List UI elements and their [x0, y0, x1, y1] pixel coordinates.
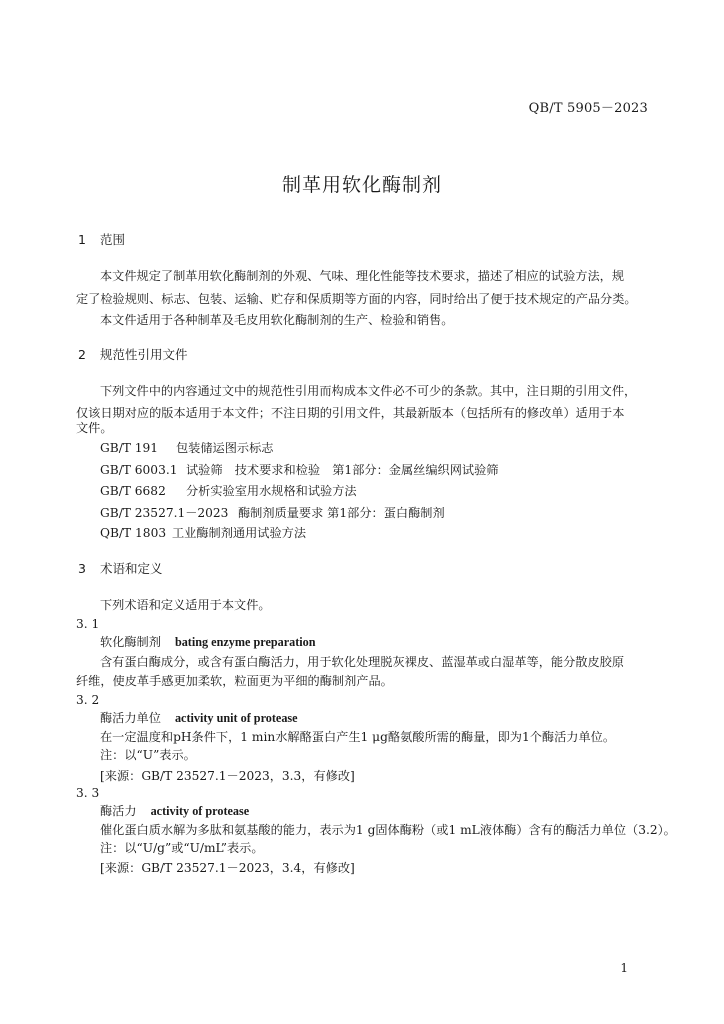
- paragraph-line: 本文件规定了制革用软化酶制剂的外观、气味、理化性能等技术要求，描述了相应的试验方法，规: [100, 269, 625, 283]
- reference-title: 分析实验室用水规格和试验方法: [186, 484, 357, 498]
- reference-title: 工业酶制剂通用试验方法: [172, 526, 307, 540]
- section-3-heading: [78, 561, 163, 577]
- reference-code: GB/T 191: [100, 441, 159, 455]
- paragraph-line: 本文件适用于各种制革及毛皮用软化酶制剂的生产、检验和销售。: [100, 313, 454, 327]
- source-line: [来源：GB/T 23527.1－2023，3.4，有修改]: [100, 861, 355, 875]
- reference-item: [100, 440, 274, 456]
- term-number: 3. 2: [76, 693, 100, 707]
- term-chinese: 软化酶制剂: [100, 635, 161, 649]
- paragraph-line: 下列文件中的内容通过文中的规范性引用而构成本文件必不可少的条款。其中，注日期的引用文件，: [100, 384, 637, 398]
- paragraph-line: 文件。: [76, 421, 113, 435]
- section-title: 术语和定义: [100, 561, 163, 576]
- reference-title: 试验筛 技术要求和检验 第1部分：金属丝编织网试验筛: [186, 463, 499, 477]
- paragraph-line: 下列术语和定义适用于本文件。: [100, 598, 271, 612]
- definition-line: 纤维，使皮革手感更加柔软，粒面更为平细的酶制剂产品。: [76, 674, 393, 688]
- reference-code: GB/T 23527.1－2023: [100, 506, 229, 520]
- section-number: 3: [78, 561, 86, 576]
- reference-code: GB/T 6682: [100, 484, 166, 498]
- reference-item: [100, 483, 357, 499]
- reference-code: GB/T 6003.1: [100, 463, 178, 477]
- term-english: bating enzyme preparation: [174, 635, 316, 649]
- reference-title: 酶制剂质量要求 第1部分：蛋白酶制剂: [238, 506, 445, 520]
- note-line: 注：以“U/g”或“U/mL”表示。: [100, 841, 264, 855]
- definition-line: 在一定温度和pH条件下，1 min水解酪蛋白产生1 μg酪氨酸所需的酶量，即为1个酶活力单位。: [100, 730, 616, 744]
- page-number: 1: [620, 961, 628, 975]
- paragraph-line: 仅该日期对应的版本适用于本文件；不注日期的引用文件，其最新版本（包括所有的修改单）适用于本: [76, 406, 625, 420]
- term-chinese: 酶活力单位: [100, 711, 161, 725]
- reference-title: 包装储运图示标志: [176, 441, 274, 455]
- section-1-heading: [78, 232, 125, 248]
- reference-item: [100, 462, 498, 478]
- reference-item: [100, 525, 306, 541]
- term-number: 3. 1: [76, 617, 100, 631]
- term-heading: [100, 634, 316, 650]
- definition-line: 催化蛋白质水解为多肽和氨基酸的能力，表示为1 g固体酶粉（或1 mL液体酶）含有的酶活力单位（3.2）。: [100, 823, 676, 837]
- term-chinese: 酶活力: [100, 804, 137, 818]
- term-english: activity unit of protease: [174, 711, 298, 725]
- section-title: 规范性引用文件: [100, 347, 188, 362]
- term-heading: [100, 803, 249, 819]
- term-heading: [100, 710, 298, 726]
- term-number: 3. 3: [76, 786, 100, 800]
- term-english: activity of protease: [150, 804, 250, 818]
- standard-number: QB/T 5905－2023: [528, 101, 648, 116]
- definition-line: 含有蛋白酶成分，或含有蛋白酶活力，用于软化处理脱灰裸皮、蓝湿革或白湿革等，能分散皮胶原: [100, 655, 625, 669]
- reference-code: QB/T 1803: [100, 526, 167, 540]
- section-number: 2: [78, 347, 86, 362]
- source-line: [来源：GB/T 23527.1－2023，3.3，有修改]: [100, 769, 355, 783]
- reference-item: [100, 505, 445, 521]
- paragraph-line: 定了检验规则、标志、包装、运输、贮存和保质期等方面的内容，同时给出了便于技术规定的产品分类。: [76, 292, 637, 306]
- section-number: 1: [78, 232, 86, 247]
- note-line: 注：以“U”表示。: [100, 748, 196, 762]
- section-2-heading: [78, 347, 188, 363]
- document-title: 制革用软化酶制剂: [281, 174, 442, 196]
- section-title: 范围: [100, 232, 126, 247]
